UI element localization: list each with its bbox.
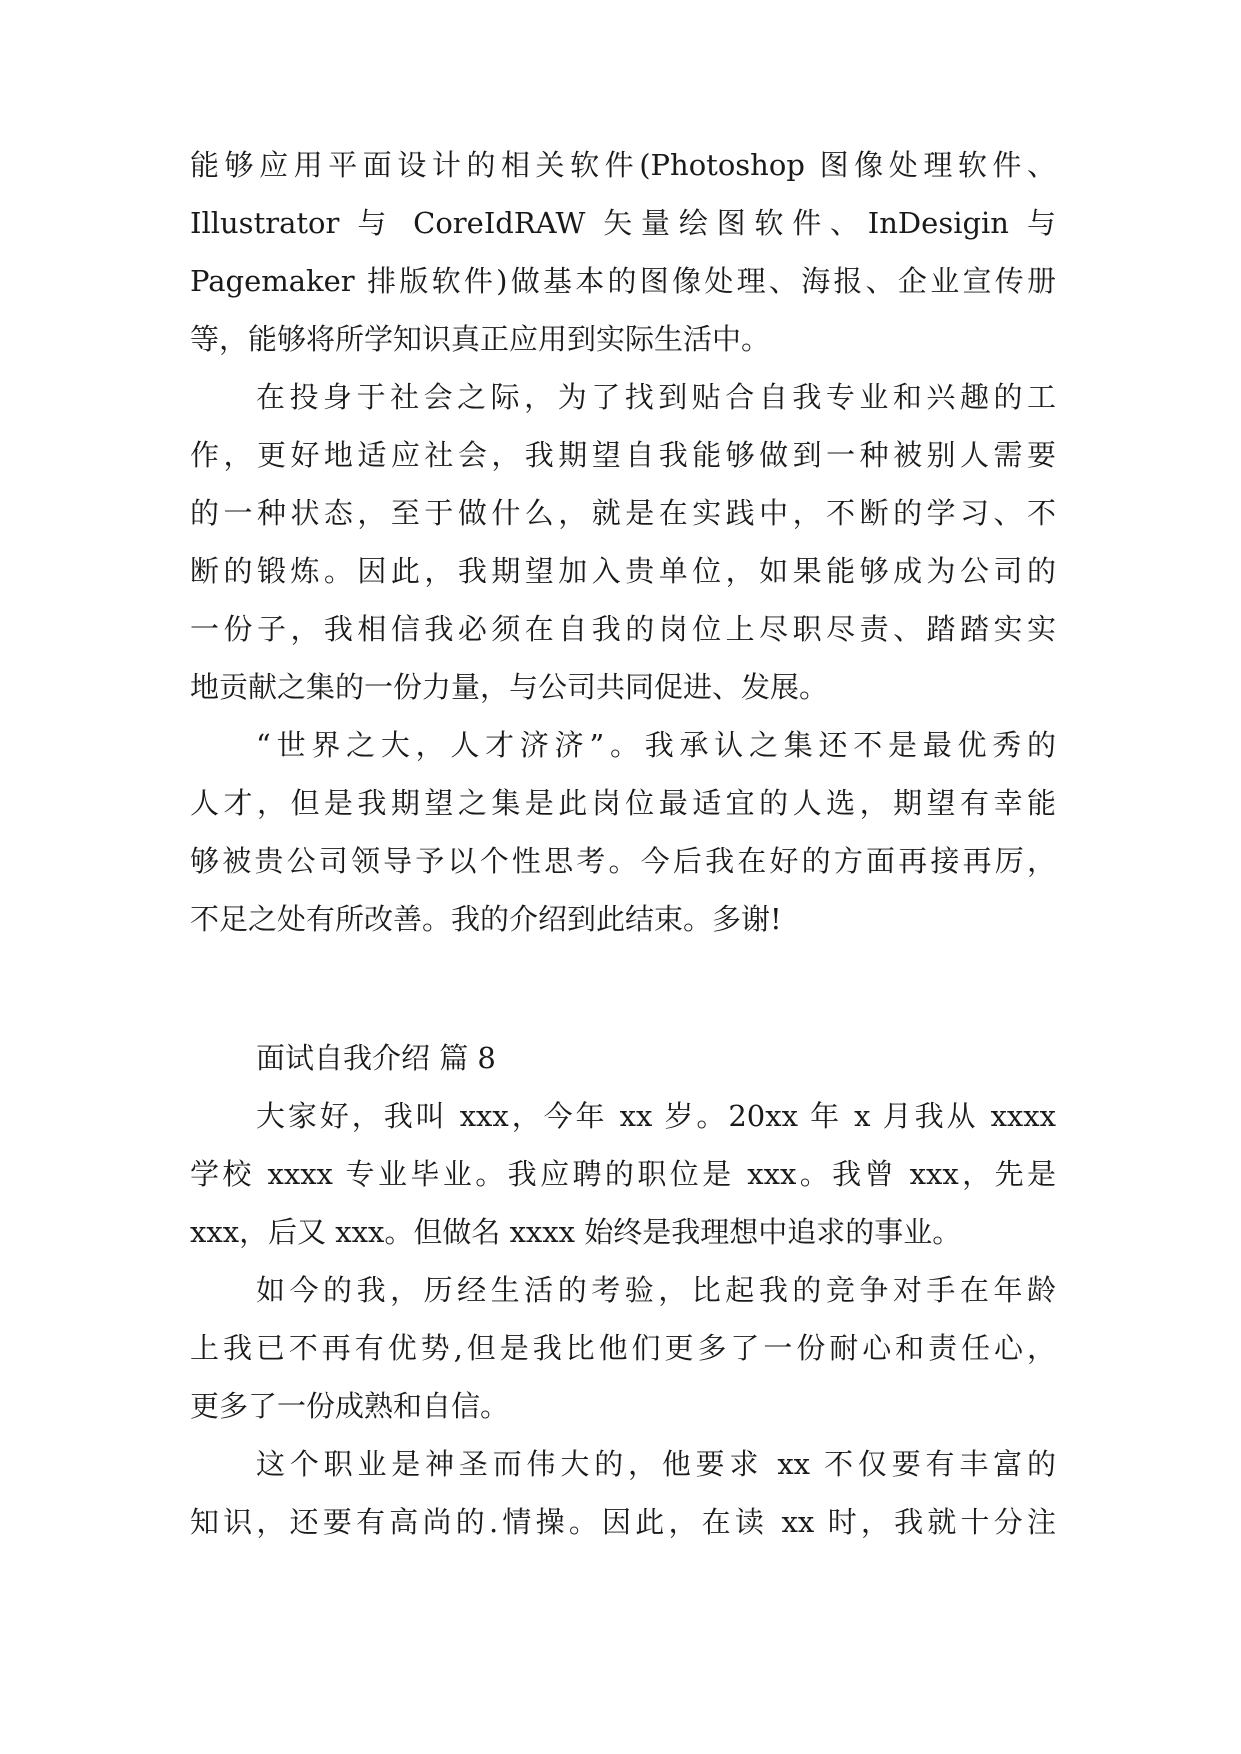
paragraph [190,1087,1056,1261]
paragraph [190,136,1056,368]
paragraph [190,716,1056,948]
text-line: 上我已不再有优势,但是我比他们更多了一份耐心和责任心， [190,1331,1056,1365]
section-2 [190,1087,1056,1551]
text-line: 人才，但是我期望之集是此岗位最适宜的人选，期望有幸能 [190,786,1056,820]
text-line: 如今的我，历经生活的考验，比起我的竞争对手在年龄 [256,1273,1056,1307]
text-line: 等，能够将所学知识真正应用到实际生活中。 [190,322,771,356]
text-line: 地贡献之集的一份力量，与公司共同促进、发展。 [190,670,829,704]
text-line: 在投身于社会之际，为了找到贴合自我专业和兴趣的工 [256,380,1056,414]
text-line: 学校 xxxx 专业毕业。我应聘的职位是 xxx。我曾 xxx，先是 [190,1157,1056,1191]
section-1 [190,136,1056,948]
text-line: 大家好，我叫 xxx，今年 xx 岁。20xx 年 x 月我从 xxxx [256,1099,1056,1133]
text-line: 断的锻炼。因此，我期望加入贵单位，如果能够成为公司的 [190,554,1056,588]
text-line: 够被贵公司领导予以个性思考。今后我在好的方面再接再厉， [190,844,1056,878]
paragraph [190,368,1056,716]
text-line: 能够应用平面设计的相关软件(Photoshop 图像处理软件、 [190,148,1056,182]
text-line: Pagemaker 排版软件)做基本的图像处理、海报、企业宣传册 [190,264,1056,298]
text-line: 一份子，我相信我必须在自我的岗位上尽职尽责、踏踏实实 [190,612,1056,646]
paragraph [190,1261,1056,1435]
text-line: 这个职业是神圣而伟大的，他要求 xx 不仅要有丰富的 [256,1447,1056,1481]
text-line: xxx，后又 xxx。但做名 xxxx 始终是我理想中追求的事业。 [190,1215,962,1249]
text-line: 作，更好地适应社会，我期望自我能够做到一种被别人需要 [190,438,1056,472]
text-line: 不足之处有所改善。我的介绍到此结束。多谢! [190,902,782,936]
text-line: 更多了一份成熟和自信。 [190,1389,510,1423]
text-line: 的一种状态，至于做什么，就是在实践中，不断的学习、不 [190,496,1056,530]
text-line: Illustrator 与 CoreIdRAW 矢量绘图软件、InDesigin 与 [190,206,1056,240]
section-heading: 面试自我介绍 篇 8 [256,1041,496,1075]
paragraph [190,1435,1056,1551]
text-line: “世界之大，人才济济”。我承认之集还不是最优秀的 [256,728,1056,762]
text-line: 知识，还要有高尚的.情操。因此，在读 xx 时，我就十分注 [190,1505,1056,1539]
